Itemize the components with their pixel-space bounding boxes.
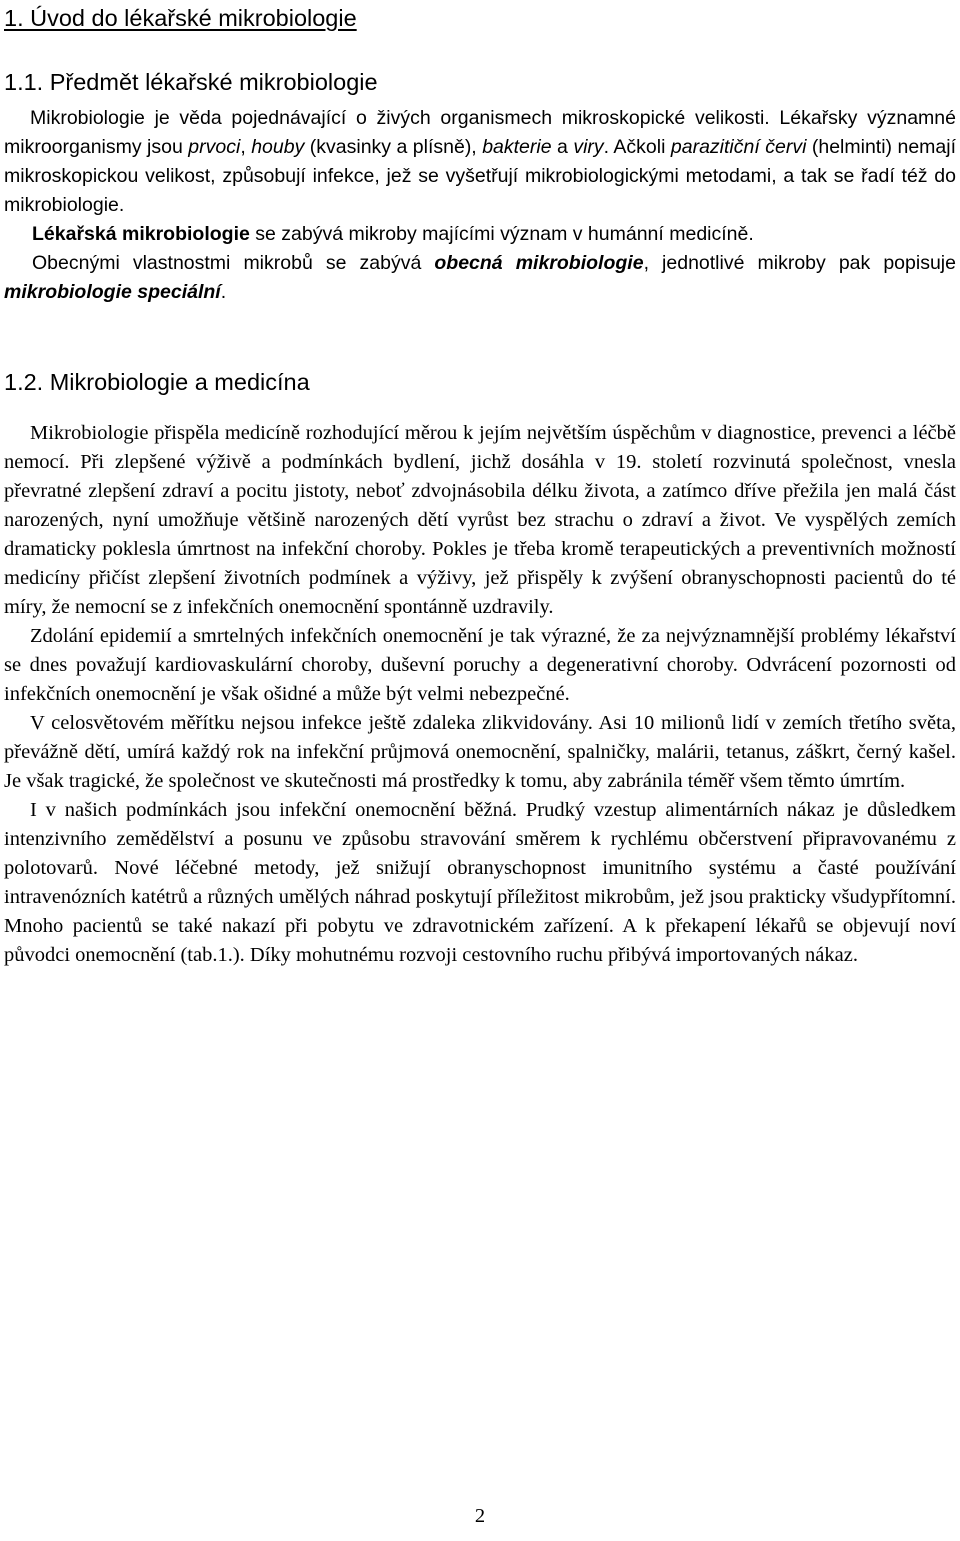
text-run: Mikrobiologie je věda pojednávající o živých organismech mikroskopické velikosti. Lékařsky významné mikroorganismy jsou: [4, 107, 956, 158]
paragraph-epidemics: Zdolání epidemií a smrtelných infekčních onemocnění je tak výrazné, že za nejvýznamnější problémy lékařství se dnes považují kardiovaskulární choroby, duševní poruchy a degenerativní choroby. Odvrácení pozornosti od infekčních onemocnění je však ošidné a může být velmi nebezpečné.: [4, 625, 956, 705]
text-run: (kvasinky a plísně),: [304, 136, 483, 158]
paragraph-medical-microbiology: [4, 220, 956, 249]
text-run: , jednotlivé mikroby pak popisuje: [643, 252, 956, 274]
text-run: a: [551, 136, 574, 158]
term-lekarska-mikrobiologie: Lékařská mikrobiologie: [32, 223, 250, 245]
term-obecna-mikrobiologie: obecná mikrobiologie: [434, 252, 644, 274]
term-parazitikni-cervi: parazitiční červi: [670, 136, 807, 158]
paragraph-worldwide: V celosvětovém měřítku nejsou infekce ještě zdaleka zlikvidovány. Asi 10 milionů lidí v zemích třetího světa, převážně dětí, umírá každý rok na infekční průjmová onemocnění, spalničky, malárii, tetanus, záškrt, černý kašel. Je však tragické, že společnost ve skutečnosti má prostředky k tomu, aby zabránila téměř všem těmto úmrtím.: [4, 712, 956, 792]
term-bakterie: bakterie: [482, 136, 552, 158]
paragraph-general-special: [4, 249, 956, 307]
term-viry: viry: [573, 136, 604, 158]
term-prvoci: prvoci: [188, 136, 241, 158]
page-number: 2: [474, 1505, 486, 1527]
text-run: ,: [240, 136, 252, 158]
text-run: Obecnými vlastnostmi mikrobů se zabývá: [32, 252, 435, 274]
section-heading-1-2: 1.2. Mikrobiologie a medicína: [4, 369, 310, 395]
paragraph-definition: [4, 104, 956, 220]
text-run: . Ačkoli: [603, 136, 671, 158]
paragraph-local-conditions: I v našich podmínkách jsou infekční onemocnění běžná. Prudký vzestup alimentárních nákaz je důsledkem intenzivního zemědělství a posunu ve způsobu stravování směrem k rychlému občerstvení připravovanému z polotovarů. Nové léčebné metody, jež snižují obranyschopnost imunitního systému a časté používání intravenózních katétrů a různých umělých náhrad poskytují příležitost mikrobům, jež jsou prakticky všudypřítomní. Mnoho pacientů se také nakazí při pobytu ve zdravotnickém zařízení. A k překapení lékařů se objevují noví původci onemocnění (tab.1.). Díky mohutnému rozvoji cestovního ruchu přibývá importovaných nákaz.: [4, 799, 956, 966]
section-1-2-body: [4, 419, 956, 970]
term-mikrobiologie-specialni: mikrobiologie speciální: [4, 281, 221, 303]
paragraph-contribution: Mikrobiologie přispěla medicíně rozhodující měrou k jejím největším úspěchům v diagnostice, prevenci a léčbě nemocí. Při zlepšené výživě a podmínkách bydlení, jichž dosáhla v 19. století rozvinutá společnost, vnesla převratné zlepšení zdraví a pocitu jistoty, neboť zdvojnásobila délku života, a zatímco dříve přežila jen malá část narozených, nyní umožňuje většině narozených dětí vyrůst bez strachu o zdraví a život. Ve vyspělých zemích dramaticky poklesla úmrtnost na infekční choroby. Pokles je třeba kromě terapeutických a preventivních možností medicíny přičíst zlepšení životních podmínek a výživy, jež přispěly k zvýšení obranyschopnosti pacientů do té míry, že nemocní se z infekčních onemocnění spontánně uzdravily.: [4, 422, 956, 618]
text-run: .: [220, 281, 227, 303]
chapter-heading: 1. Úvod do lékařské mikrobiologie: [4, 5, 357, 31]
text-run: se zabývá mikroby majícími význam v humánní medicíně.: [249, 223, 754, 245]
term-houby: houby: [251, 136, 305, 158]
section-1-1-body: [4, 104, 956, 307]
section-heading-1-1: 1.1. Předmět lékařské mikrobiologie: [4, 69, 378, 95]
text-run: (helminti) nemají mikroskopickou velikost, způsobují infekce, jež se vyšetřují mikrobiologickými metodami, a tak se řadí též do mikrobiologie.: [4, 136, 957, 216]
